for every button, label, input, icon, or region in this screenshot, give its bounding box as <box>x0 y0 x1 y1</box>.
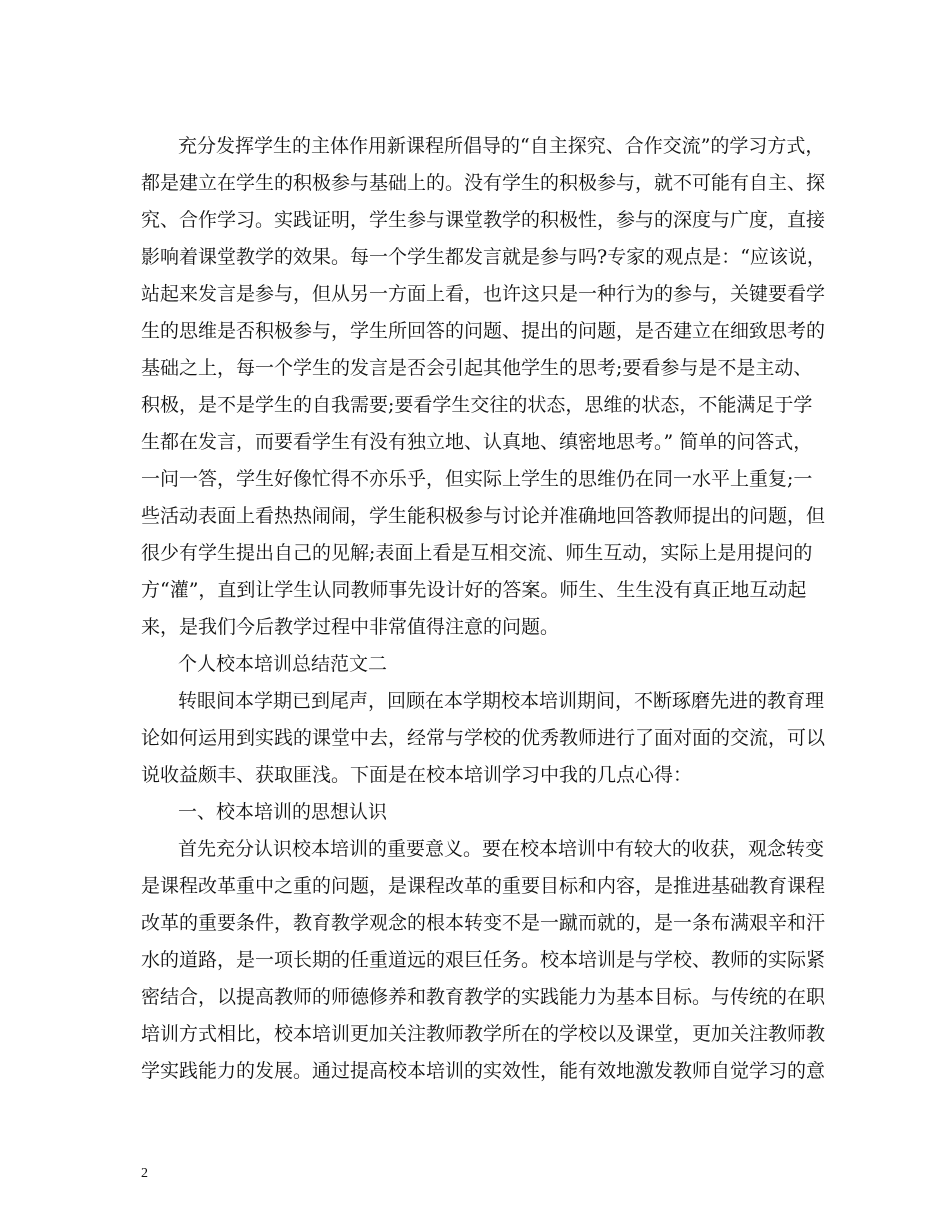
paragraph-line: 一问一答，学生好像忙得不亦乐乎，但实际上学生的思维仍在同一水平上重复;一 <box>141 468 813 490</box>
paragraph-line: 充分发挥学生的主体作用新课程所倡导的“自主探究、合作交流”的学习方式， <box>178 135 825 157</box>
paragraph-line: 学实践能力的发展。通过提高校本培训的实效性，能有效地激发教师自觉学习的意 <box>141 1060 826 1082</box>
paragraph-line: 影响着课堂教学的效果。每一个学生都发言就是参与吗?专家的观点是：“应该说， <box>141 246 826 268</box>
paragraph-line: 水的道路，是一项长期的任重道远的艰巨任务。校本培训是与学校、教师的实际紧 <box>141 949 826 971</box>
paragraph-line: 基础之上，每一个学生的发言是否会引起其他学生的思考;要看参与是不是主动、 <box>141 357 813 379</box>
paragraph-line: 些活动表面上看热热闹闹，学生能积极参与讨论并准确地回答教师提出的问题，但 <box>141 505 826 527</box>
section-title: 个人校本培训总结范文二 <box>178 653 388 675</box>
paragraph-line: 论如何运用到实践的课堂中去，经常与学校的优秀教师进行了面对面的交流，可以 <box>141 727 826 749</box>
paragraph-line: 改革的重要条件，教育教学观念的根本转变不是一蹴而就的，是一条布满艰辛和汗 <box>141 912 826 934</box>
paragraph-line: 很少有学生提出自己的见解;表面上看是互相交流、师生互动，实际上是用提问的 <box>141 542 813 564</box>
paragraph-line: 方“灌”，直到让学生认同教师事先设计好的答案。师生、生生没有真正地互动起 <box>141 579 807 601</box>
paragraph-line: 来，是我们今后教学过程中非常值得注意的问题。 <box>141 616 560 638</box>
paragraph-line: 转眼间本学期已到尾声，回顾在本学期校本培训期间，不断琢磨先进的教育理 <box>178 690 825 712</box>
paragraph-line: 首先充分认识校本培训的重要意义。要在校本培训中有较大的收获，观念转变 <box>178 838 825 860</box>
page-number: 2 <box>141 1166 148 1181</box>
paragraph-line: 是课程改革重中之重的问题，是课程改革的重要目标和内容，是推进基础教育课程 <box>141 875 826 897</box>
paragraph-line: 都是建立在学生的积极参与基础上的。没有学生的积极参与，就不可能有自主、探 <box>141 172 826 194</box>
paragraph-line: 培训方式相比，校本培训更加关注教师教学所在的学校以及课堂，更加关注教师教 <box>141 1023 826 1045</box>
paragraph-line: 站起来发言是参与，但从另一方面上看，也许这只是一种行为的参与，关键要看学 <box>141 283 826 305</box>
paragraph-line: 生都在发言，而要看学生有没有独立地、认真地、缜密地思考。” 简单的问答式， <box>141 431 813 453</box>
paragraph-line: 说收益颇丰、获取匪浅。下面是在校本培训学习中我的几点心得： <box>141 764 693 786</box>
paragraph-line: 积极，是不是学生的自我需要;要看学生交往的状态，思维的状态，不能满足于学 <box>141 394 813 416</box>
paragraph-line: 密结合，以提高教师的师德修养和教育教学的实践能力为基本目标。与传统的在职 <box>141 986 826 1008</box>
subsection-heading: 一、校本培训的思想认识 <box>178 801 388 823</box>
paragraph-line: 生的思维是否积极参与，学生所回答的问题、提出的问题，是否建立在细致思考的 <box>141 320 826 342</box>
paragraph-line: 究、合作学习。实践证明，学生参与课堂教学的积极性，参与的深度与广度，直接 <box>141 209 826 231</box>
